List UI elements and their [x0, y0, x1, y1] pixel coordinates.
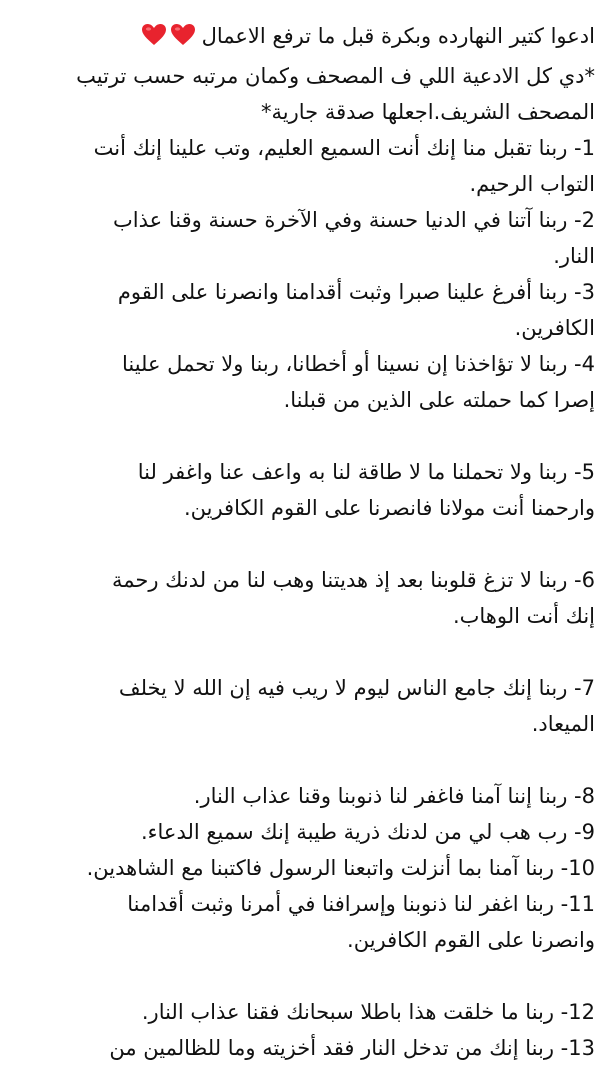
- dua-line: وانصرنا على القوم الكافرين.: [347, 928, 595, 952]
- red-heart-icon: [170, 23, 196, 47]
- dua-6: [10, 562, 595, 634]
- header-block: [10, 18, 595, 130]
- header-line-1-text: ادعوا كتير النهارده وبكرة قبل ما ترفع الاعمال: [201, 24, 595, 48]
- dua-line: 1- ربنا تقبل منا إنك أنت السميع العليم، وتب علينا إنك أنت: [93, 136, 595, 160]
- dua-line: وارحمنا أنت مولانا فانصرنا على القوم الكافرين.: [183, 496, 595, 520]
- dua-9: [10, 814, 595, 850]
- dua-1: [10, 130, 595, 202]
- dua-line: 8- ربنا إننا آمنا فاغفر لنا ذنوبنا وقنا عذاب النار.: [193, 784, 595, 808]
- dua-line: 12- ربنا ما خلقت هذا باطلا سبحانك فقنا عذاب النار.: [141, 1000, 595, 1024]
- dua-11: [10, 886, 595, 958]
- dua-12: [10, 994, 595, 1030]
- hearts-group: [138, 22, 196, 58]
- red-heart-icon: [141, 23, 167, 47]
- dua-3: [10, 274, 595, 346]
- dua-line: 13- ربنا إنك من تدخل النار فقد أخزيته وما للظالمين من: [109, 1036, 595, 1060]
- header-line-2: *دي كل الادعية اللي ف المصحف وكمان مرتبه حسب ترتيب: [76, 64, 595, 88]
- dua-line: 7- ربنا إنك جامع الناس ليوم لا ريب فيه إن الله لا يخلف: [118, 676, 595, 700]
- dua-line: إنك أنت الوهاب.: [452, 604, 595, 628]
- dua-4: [10, 346, 595, 418]
- dua-line: الميعاد.: [531, 712, 595, 736]
- dua-line: 2- ربنا آتنا في الدنيا حسنة وفي الآخرة حسنة وقنا عذاب: [113, 208, 595, 232]
- dua-line: النار.: [553, 244, 595, 268]
- dua-7: [10, 670, 595, 742]
- dua-line: 10- ربنا آمنا بما أنزلت واتبعنا الرسول فاكتبنا مع الشاهدين.: [86, 856, 595, 880]
- dua-line: 3- ربنا أفرغ علينا صبرا وثبت أقدامنا وانصرنا على القوم: [117, 280, 595, 304]
- dua-line: 6- ربنا لا تزغ قلوبنا بعد إذ هديتنا وهب لنا من لدنك رحمة: [111, 568, 595, 592]
- dua-line: إصرا كما حملته على الذين من قبلنا.: [283, 388, 595, 412]
- dua-line: الكافرين.: [514, 316, 595, 340]
- header-line-3: المصحف الشريف.اجعلها صدقة جارية*: [261, 100, 595, 124]
- dua-line: 11- ربنا اغفر لنا ذنوبنا وإسرافنا في أمرنا وثبت أقدامنا: [127, 892, 595, 916]
- dua-line: 9- رب هب لي من لدنك ذرية طيبة إنك سميع الدعاء.: [140, 820, 595, 844]
- dua-10: [10, 850, 595, 886]
- dua-13: [10, 1030, 595, 1066]
- dua-2: [10, 202, 595, 274]
- dua-5: [10, 454, 595, 526]
- dua-8: [10, 778, 595, 814]
- dua-line: 4- ربنا لا تؤاخذنا إن نسينا أو أخطانا، ربنا ولا تحمل علينا: [121, 352, 595, 376]
- dua-line: 5- ربنا ولا تحملنا ما لا طاقة لنا به واعف عنا واغفر لنا: [137, 460, 595, 484]
- header-line-1: [10, 18, 595, 58]
- dua-line: التواب الرحيم.: [469, 172, 595, 196]
